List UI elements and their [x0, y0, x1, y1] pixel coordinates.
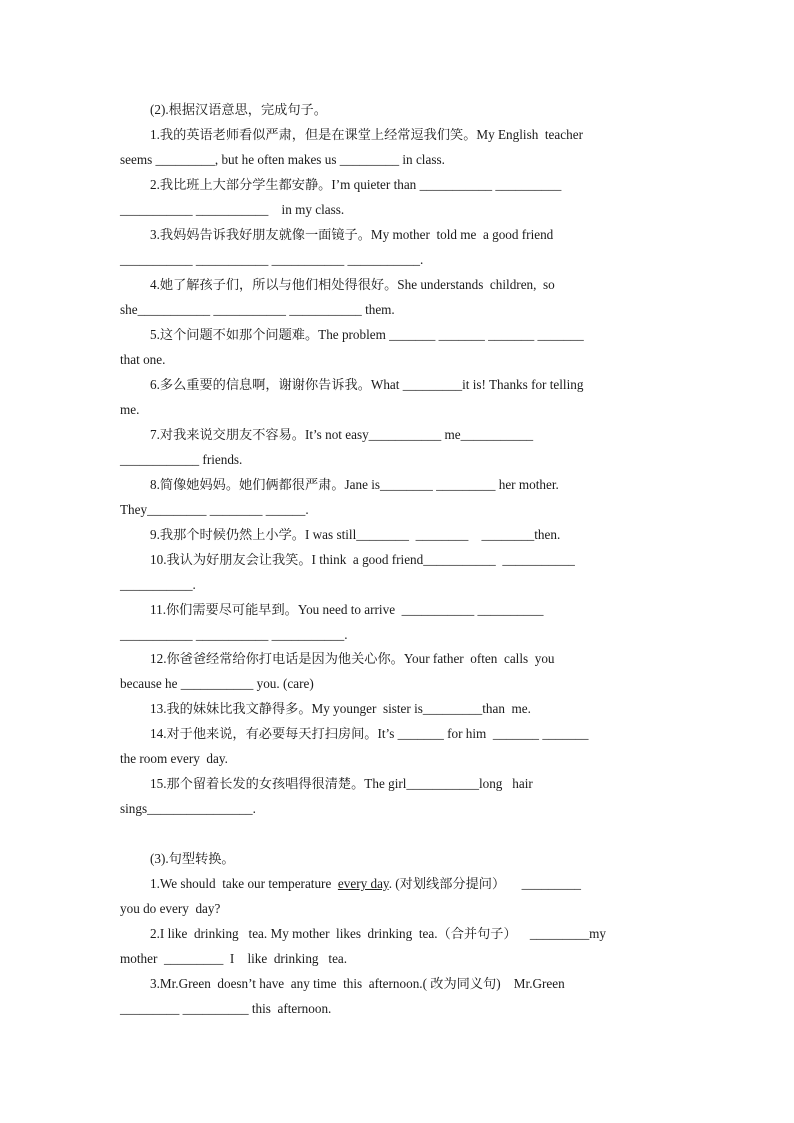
question-line: ___________. — [120, 577, 196, 592]
question-line: mother _________ I like drinking tea. — [120, 951, 348, 966]
question-line: _________ __________ this afternoon. — [120, 1001, 332, 1016]
question-line: that one. — [120, 352, 166, 367]
question-text: 1.We should take our temperature — [150, 876, 338, 891]
question-line: ____________ friends. — [120, 452, 243, 467]
question-line: she___________ ___________ ___________ them. — [120, 302, 395, 317]
question-line: 4.她了解孩子们，所以与他们相处得很好。She understands children, so — [150, 277, 555, 292]
question-line: ___________ ___________ ___________ ___________. — [120, 252, 424, 267]
section-title: (2).根据汉语意思，完成句子。 — [150, 102, 327, 117]
question-line: 14.对于他来说，有必要每天打扫房间。It’s _______ for him _______ _______ — [150, 726, 589, 741]
question-line — [150, 875, 680, 893]
question-line: 2.I like drinking tea. My mother likes drinking tea.（合并句子） _________my — [150, 926, 607, 941]
question-line: 2.我比班上大部分学生都安静。I’m quieter than ___________ __________ — [150, 177, 562, 192]
question-line: the room every day. — [120, 751, 228, 766]
question-line: sings________________. — [120, 801, 256, 816]
question-line: 3.我妈妈告诉我好朋友就像一面镜子。My mother told me a good friend — [150, 227, 554, 242]
question-line: 13.我的妹妹比我文静得多。My younger sister is_________than me. — [150, 701, 531, 716]
question-line: They_________ ________ ______. — [120, 502, 309, 517]
question-line: 9.我那个时候仍然上小学。I was still________ ________ ________then. — [150, 527, 561, 542]
question-line: 15.那个留着长发的女孩唱得很清楚。The girl___________long hair — [150, 776, 533, 791]
question-line: 12.你爸爸经常给你打电话是因为他关心你。Your father often calls you — [150, 651, 555, 666]
question-line: ___________ ___________ in my class. — [120, 202, 345, 217]
question-line: ___________ ___________ ___________. — [120, 627, 348, 642]
question-line: seems _________, but he often makes us _________ in class. — [120, 152, 445, 167]
question-line: because he ___________ you. (care) — [120, 676, 314, 691]
question-line: me. — [120, 402, 140, 417]
question-line: 10.我认为好朋友会让我笑。I think a good friend___________ ___________ — [150, 552, 575, 567]
question-line: 6.多么重要的信息啊，谢谢你告诉我。What _________it is! Thanks for telling — [150, 377, 584, 392]
question-line: 3.Mr.Green doesn’t have any time this afternoon.( 改为同义句) Mr.Green — [150, 976, 565, 991]
question-line: 1.我的英语老师看似严肃，但是在课堂上经常逗我们笑。My English teacher — [150, 127, 583, 142]
section-title: (3).句型转换。 — [150, 851, 235, 866]
question-line: 5.这个问题不如那个问题难。The problem _______ _______ _______ _______ — [150, 327, 584, 342]
question-line: you do every day? — [120, 901, 221, 916]
underlined-phrase: every day — [337, 876, 389, 891]
question-line: 7.对我来说交朋友不容易。It’s not easy___________ me___________ — [150, 427, 534, 442]
question-line: 11.你们需要尽可能早到。You need to arrive ___________ __________ — [150, 602, 544, 617]
question-line: 8.简像她妈妈。她们俩都很严肃。Jane is________ _________ her mother. — [150, 477, 559, 492]
question-text: . (对划线部分提问） _________ — [388, 876, 582, 891]
